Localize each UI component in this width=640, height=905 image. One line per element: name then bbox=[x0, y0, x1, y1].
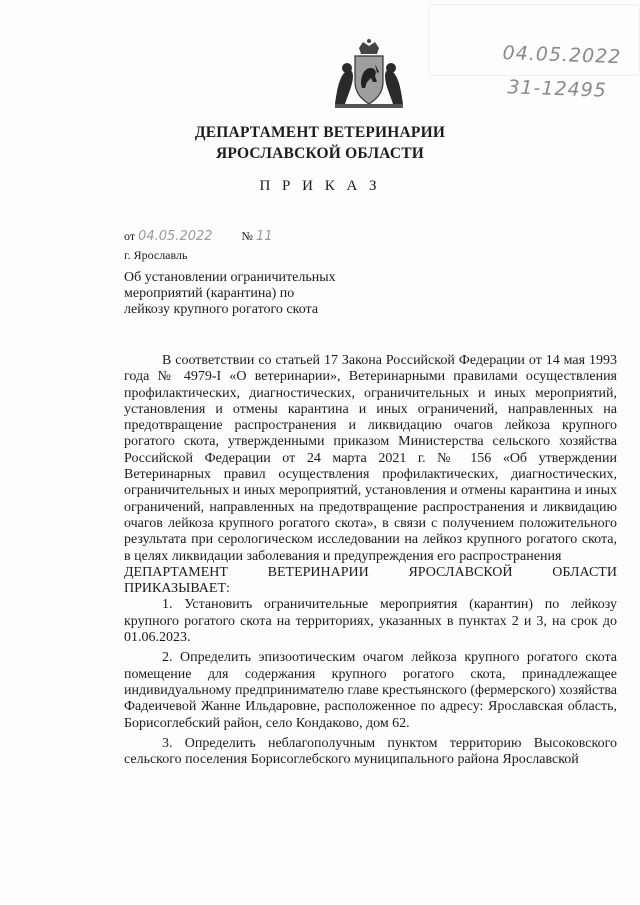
coat-of-arms-icon bbox=[331, 38, 407, 114]
preamble-paragraph: В соответствии со статьей 17 Закона Российской Федерации от 14 мая 1993 года № 4979-I «О ветеринарии», Ветеринарными правилами осуществления профилактических, диагностических, ограничительных и иных мероприятий, установления и отмены карантина и иных ограничений, направленных на предотвращение распространения и ликвидацию очагов лейкоза крупного рогатого скота, утвержденными приказом Министерства сельского хозяйства Российской Федерации от 24 марта 2021 г. № 156 «Об утверждении Ветеринарных правил осуществления профилактических, диагностических, ограничительных и иных мероприятий, установления и отмены карантина и иных ограничений, направленных на предотвращение распространения и ликвидацию очагов лейкоза крупного рогатого скота», в связи с получением положительного результата при серологическом исследовании на лейкоз крупного рогатого скота, в целях ликвидации заболевания и предупреждения его распространения bbox=[124, 353, 617, 564]
orders-word-1: ДЕПАРТАМЕНТ bbox=[124, 564, 228, 580]
orders-word-4: ОБЛАСТИ bbox=[552, 564, 617, 580]
order-item-3: 3. Определить неблагополучным пунктом территорию Высоковского сельского поселения Борисоглебского муниципального района Ярославской bbox=[124, 735, 617, 768]
document-body bbox=[124, 353, 617, 768]
department-name bbox=[0, 122, 640, 164]
document-meta bbox=[124, 228, 273, 263]
document-date: 04.05.2022 bbox=[138, 229, 213, 244]
order-item-2: 2. Определить эпизоотическим очагом лейкоза крупного рогатого скота помещение для содержания крупного рогатого скота, принадлежащее индивидуальному предпринимателю главе крестьянского (фермерского) хозяйства Фадеичевой Жанне Ильдаровне, расположенное по адресу: Ярославская область, Борисоглебский район, село Кондаково, дом 62. bbox=[124, 650, 617, 731]
orders-line-2: ПРИКАЗЫВАЕТ: bbox=[124, 581, 230, 597]
subject-line-3: лейкозу крупного рогатого скота bbox=[124, 302, 319, 317]
order-item-1: 1. Установить ограничительные мероприятия (карантин) по лейкозу крупного рогатого скота на территориях, указанных в пунктах 2 и 3, на срок до 01.06.2023. bbox=[124, 597, 617, 646]
orders-heading bbox=[124, 565, 617, 598]
registration-number: 31-12495 bbox=[507, 76, 608, 102]
orders-word-2: ВЕТЕРИНАРИИ bbox=[267, 564, 369, 580]
subject-line-2: мероприятий (карантина) по bbox=[124, 286, 295, 301]
city: г. Ярославль bbox=[124, 248, 188, 262]
department-line-2: ЯРОСЛАВСКОЙ ОБЛАСТИ bbox=[215, 145, 425, 162]
date-label: от bbox=[124, 229, 136, 243]
document-subject bbox=[124, 270, 384, 318]
document-number: 11 bbox=[255, 229, 273, 244]
subject-line-1: Об установлении ограничительных bbox=[124, 270, 336, 285]
department-line-1: ДЕПАРТАМЕНТ ВЕТЕРИНАРИИ bbox=[194, 124, 446, 141]
document-type: П Р И К А З bbox=[259, 178, 381, 194]
registration-stamp bbox=[479, 35, 636, 108]
number-label: № bbox=[241, 229, 253, 243]
registration-date: 04.05.2022 bbox=[502, 42, 622, 69]
orders-word-3: ЯРОСЛАВСКОЙ bbox=[408, 564, 513, 580]
